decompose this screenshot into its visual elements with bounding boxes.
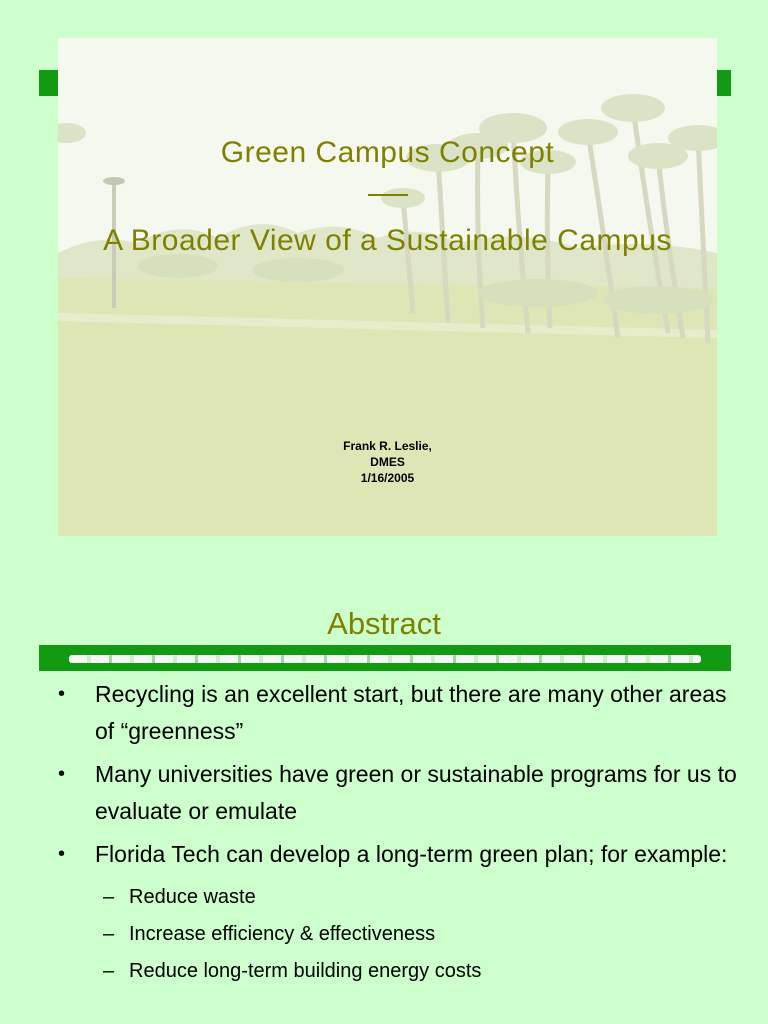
bullet-item — [58, 836, 738, 990]
abstract-heading: Abstract — [327, 606, 441, 641]
bullet-item — [58, 676, 738, 750]
dash-glyph: – — [103, 923, 115, 945]
sub-bullet-list — [95, 879, 738, 990]
bullet-glyph: • — [58, 683, 66, 705]
sub-bullet-text: Reduce waste — [129, 886, 256, 908]
bullet-text: Many universities have green or sustainable programs for us to evaluate or emulate — [95, 761, 737, 824]
dash-glyph: – — [103, 960, 115, 982]
dash-glyph: – — [103, 886, 115, 908]
sub-bullet-item — [95, 879, 738, 916]
sub-bullet-item — [95, 953, 738, 990]
sub-bullet-item — [95, 916, 738, 953]
bullet-item — [58, 756, 738, 830]
author-department: DMES — [370, 455, 405, 469]
bullet-glyph: • — [58, 843, 66, 865]
title-slide — [58, 38, 717, 536]
bullet-text: Recycling is an excellent start, but there are many other areas of “greenness” — [95, 681, 727, 744]
abstract-bullet-list — [58, 676, 738, 996]
sub-bullet-text: Reduce long-term building energy costs — [129, 960, 482, 982]
bullet-glyph: • — [58, 763, 66, 785]
slide-title — [58, 130, 717, 264]
sub-bullet-text: Increase efficiency & effectiveness — [129, 923, 436, 945]
title-line-1: Green Campus Concept — [220, 136, 555, 169]
bar-streak — [69, 655, 701, 663]
title-line-2: A Broader View of a Sustainable Campus — [103, 224, 672, 257]
presentation-date: 1/16/2005 — [360, 471, 415, 485]
title-separator — [368, 194, 408, 196]
author-name: Frank R. Leslie, — [343, 439, 432, 453]
bullet-text: Florida Tech can develop a long-term green plan; for example: — [95, 841, 728, 867]
author-block — [58, 438, 717, 486]
abstract-decorative-bar — [39, 645, 731, 671]
